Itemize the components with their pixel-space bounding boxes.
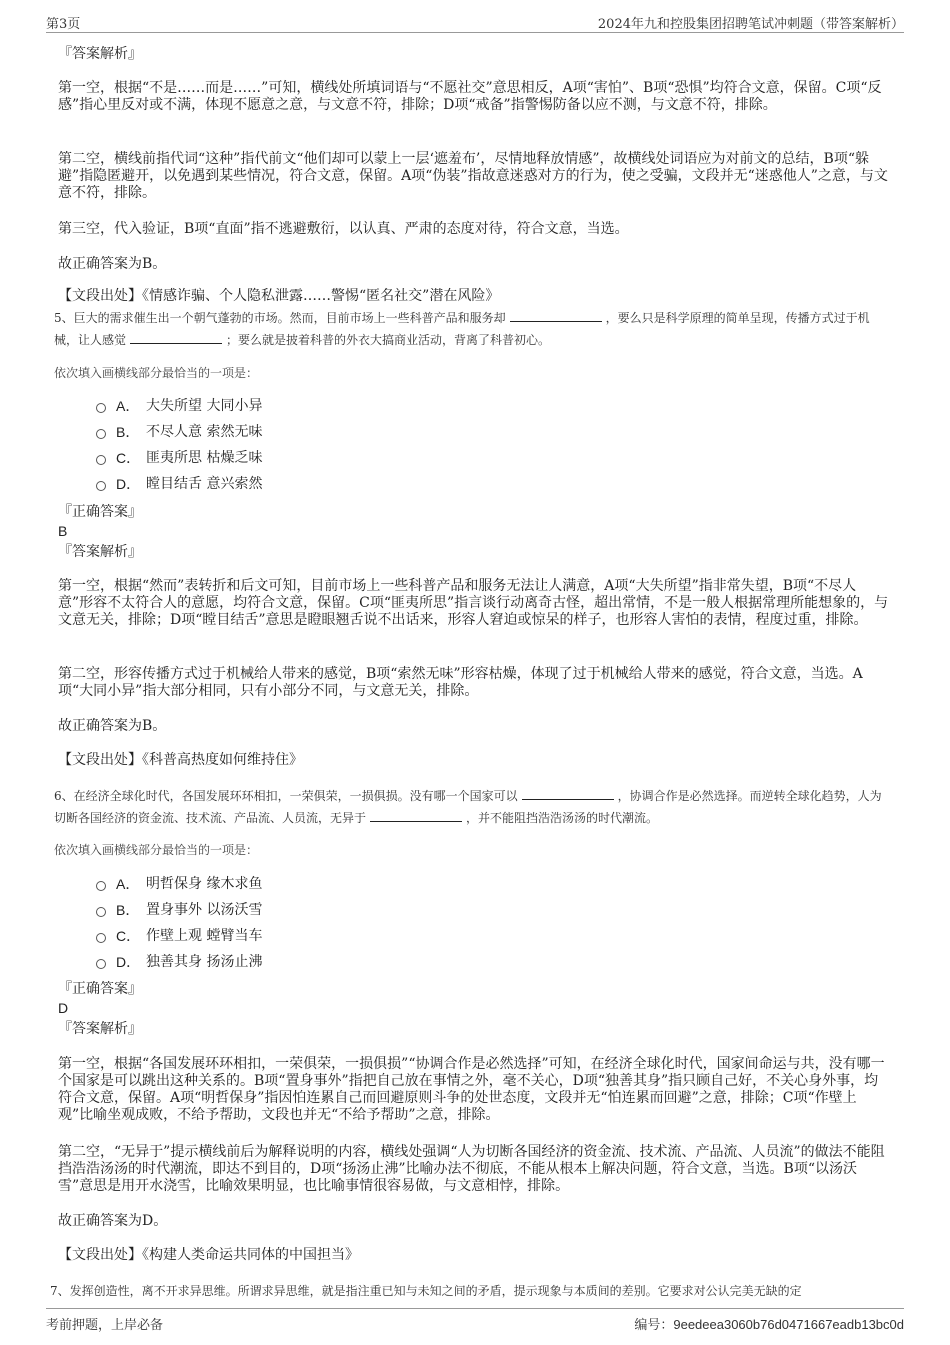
option-d[interactable]: D． 瞠目结舌 意兴索然 xyxy=(96,471,262,497)
radio-icon[interactable] xyxy=(96,907,106,917)
source-citation: 【文段出处】《科普高热度如何维持住》 xyxy=(58,752,303,768)
answer-blank-2[interactable] xyxy=(370,809,462,822)
option-c[interactable]: C． 匪夷所思 枯燥乏味 xyxy=(96,445,262,471)
radio-icon[interactable] xyxy=(96,455,106,465)
question-4-analysis xyxy=(58,46,890,304)
analysis-paragraph: 第一空，根据“然而”表转折和后文可知，目前市场上一些科普产品和服务无法让人满意，A项“大失所望”指非常失望，B项“不尽人意”形容不太符合人的意愿，均符合文意，保留。C项“匪夷所思”指言谈行动离奇古怪，超出常情，不是一般人根据常理所能想象的，与文意无关，排除；D项“瞠目结舌”意思是瞪眼翘舌说不出话来，形容人窘迫或惊呆的样子，也形容人害怕的表情，程度过重，排除。 xyxy=(58,578,889,628)
analysis-paragraph: 第二空，形容传播方式过于机械给人带来的感觉，B项“索然无味”形容枯燥，体现了过于机械给人带来的感觉，符合文意，当选。A项“大同小异”指大部分相同，只有小部分不同，与文意无关，排除。 xyxy=(58,666,863,699)
answer-blank-1[interactable] xyxy=(522,787,614,800)
radio-icon[interactable] xyxy=(96,481,106,491)
question-6 xyxy=(54,785,894,1263)
answer-blank-1[interactable] xyxy=(510,309,602,322)
question-text: ，要么只是科学原理的简单呈现，传播方式过于机械，让人感觉 xyxy=(54,311,870,347)
radio-icon[interactable] xyxy=(96,959,106,969)
source-citation: 【文段出处】《情感诈骗、个人隐私泄露……警惕“匿名社交”潜在风险》 xyxy=(58,288,500,304)
document-title: 2024年九和控股集团招聘笔试冲刺题（带答案解析） xyxy=(597,17,904,32)
radio-icon[interactable] xyxy=(96,403,106,413)
answer-conclusion: 故正确答案为B。 xyxy=(58,256,167,272)
analysis-paragraph: 第一空，根据“各国发展环环相扣，一荣俱荣，一损俱损”“协调合作是必然选择”可知，在经济全球化时代，国家间命运与共，没有哪一个国家是可以跳出这种关系的。B项“置身事外”指把自己放在事情之外，毫不关心，D项“独善其身”指只顾自己好，不关心身外事，均符合文意，保留。A项“明哲保身”指因怕连累自己而回避原则斗争的处世态度，文段并无“怕连累而回避”之意，排除；C项“作壁上观”比喻坐观成败，不给予帮助，文段也并无“不给予帮助”之意，排除。 xyxy=(58,1056,885,1123)
analysis-paragraph: 第三空，代入验证，B项“直面”指不逃避敷衍，以认真、严肃的态度对待，符合文意，当选。 xyxy=(58,221,629,237)
option-b[interactable]: B． 置身事外 以汤沃雪 xyxy=(96,897,262,923)
correct-answer-label: 『正确答案』 xyxy=(58,504,142,520)
question-text: 6、在经济全球化时代，各国发展环环相扣，一荣俱荣，一损俱损。没有哪一个国家可以 xyxy=(54,789,518,803)
question-text: 5、巨大的需求催生出一个朝气蓬勃的市场。然而，目前市场上一些科普产品和服务却 xyxy=(54,311,506,325)
analysis-label: 『答案解析』 xyxy=(58,1021,142,1037)
question-stem xyxy=(54,307,890,351)
radio-icon[interactable] xyxy=(96,881,106,891)
answer-blank-2[interactable] xyxy=(130,331,222,344)
question-7-stem: 7、发挥创造性，离不开求异思维。所谓求异思维，就是指注重已知与未知之间的矛盾，提示现象与本质间的差别。它要求对公认完美无缺的定 xyxy=(50,1284,802,1298)
radio-icon[interactable] xyxy=(96,429,106,439)
page-number: 第3页 xyxy=(46,17,81,32)
question-stem xyxy=(54,785,890,829)
analysis-label: 『答案解析』 xyxy=(58,544,142,560)
analysis-label: 『答案解析』 xyxy=(58,46,142,62)
correct-answer-label: 『正确答案』 xyxy=(58,981,142,997)
question-prompt: 依次填入画横线部分最恰当的一项是： xyxy=(54,366,259,380)
footer-slogan: 考前押题，上岸必备 xyxy=(46,1318,164,1333)
question-text: ；要么就是披着科普的外衣大搞商业活动，背离了科普初心。 xyxy=(226,333,551,347)
option-list xyxy=(96,871,262,975)
source-citation: 【文段出处】《构建人类命运共同体的中国担当》 xyxy=(58,1247,359,1263)
analysis-paragraph: 第二空，横线前指代词“这种”指代前文“他们却可以蒙上一层‘遮羞布’，尽情地释放情感”，故横线处词语应为对前文的总结，B项“躲避”指隐匿避开，以免遇到某些情况，符合文意，保留。A项“伪装”指故意迷惑对方的行为，使之受骗，文段并无“迷惑他人”之意，与文意不符，排除。 xyxy=(58,151,888,201)
question-text: ，并不能阻挡浩浩汤汤的时代潮流。 xyxy=(466,811,659,825)
question-5 xyxy=(54,307,894,768)
page-header xyxy=(46,10,904,33)
option-b[interactable]: B． 不尽人意 索然无味 xyxy=(96,419,262,445)
question-text: ，协调合作是必然选择。而逆转全球化趋势，人为切断各国经济的资金流、技术流、产品流、人员流，无异于 xyxy=(54,789,882,825)
document-code: 编号：9eedeea3060b76d0471667eadb13bc0d xyxy=(634,1317,904,1333)
correct-answer: B xyxy=(58,523,68,539)
analysis-paragraph: 第二空，“无异于”提示横线前后为解释说明的内容，横线处强调“人为切断各国经济的资金流、技术流、产品流、人员流”的做法不能阻挡浩浩汤汤的时代潮流，即达不到目的，D项“扬汤止沸”比喻办法不彻底，不能从根本上解决问题，符合文意，当选。B项“以汤沃雪”意思是用开水浇雪，比喻效果明显，也比喻事情很容易做，与文意相悖，排除。 xyxy=(58,1144,885,1194)
answer-conclusion: 故正确答案为B。 xyxy=(58,718,167,734)
option-a[interactable]: A． 明哲保身 缘木求鱼 xyxy=(96,871,262,897)
option-d[interactable]: D． 独善其身 扬汤止沸 xyxy=(96,949,262,975)
radio-icon[interactable] xyxy=(96,933,106,943)
analysis-paragraph: 第一空，根据“不是……而是……”可知，横线处所填词语与“不愿社交”意思相反，A项“害怕”、B项“恐惧”均符合文意，保留。C项“反感”指心里反对或不满，体现不愿意之意，与文意不符，排除；D项“戒备”指警惕防备以应不测，与文意不符，排除。 xyxy=(58,80,882,113)
answer-conclusion: 故正确答案为D。 xyxy=(58,1213,168,1229)
option-list xyxy=(96,393,262,497)
option-c[interactable]: C． 作壁上观 螳臂当车 xyxy=(96,923,262,949)
correct-answer: D xyxy=(58,1000,69,1016)
question-prompt: 依次填入画横线部分最恰当的一项是： xyxy=(54,843,259,857)
option-a[interactable]: A． 大失所望 大同小异 xyxy=(96,393,262,419)
page-footer xyxy=(46,1308,904,1333)
